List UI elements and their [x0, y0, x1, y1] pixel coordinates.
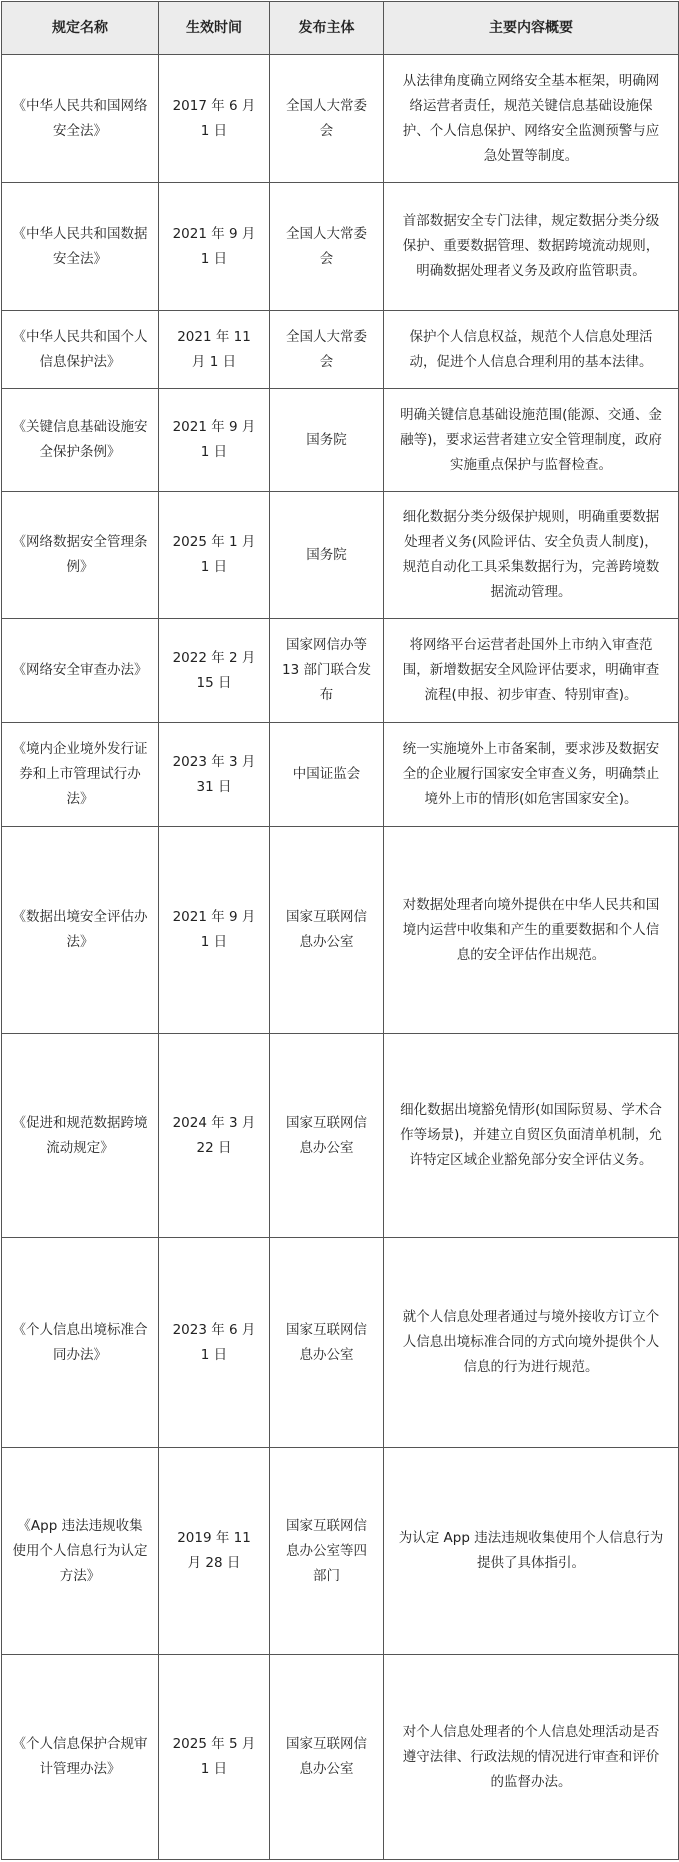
effective-date-cell: 2024 年 3 月 22 日	[159, 1034, 270, 1238]
table-row	[2, 183, 679, 311]
effective-date-cell: 2021 年 9 月 1 日	[159, 827, 270, 1034]
regulation-name-cell: 《关键信息基础设施安全保护条例》	[2, 389, 159, 492]
regulation-name-cell: 《中华人民共和国网络安全法》	[2, 55, 159, 183]
regulation-name-cell: 《数据出境安全评估办法》	[2, 827, 159, 1034]
effective-date-cell: 2021 年 9 月 1 日	[159, 183, 270, 311]
header-date: 生效时间	[159, 2, 270, 55]
table-row	[2, 389, 679, 492]
summary-cell: 统一实施境外上市备案制，要求涉及数据安全的企业履行国家安全审查义务，明确禁止境外上市的情形(如危害国家安全)。	[384, 723, 679, 827]
table-row	[2, 55, 679, 183]
table-header-row	[2, 2, 679, 55]
effective-date-cell: 2017 年 6 月 1 日	[159, 55, 270, 183]
issuer-cell: 国务院	[270, 492, 384, 619]
summary-cell: 从法律角度确立网络安全基本框架，明确网络运营者责任，规范关键信息基础设施保护、个人信息保护、网络安全监测预警与应急处置等制度。	[384, 55, 679, 183]
summary-cell: 为认定 App 违法违规收集使用个人信息行为提供了具体指引。	[384, 1448, 679, 1655]
issuer-cell: 国务院	[270, 389, 384, 492]
issuer-cell: 中国证监会	[270, 723, 384, 827]
issuer-cell: 国家互联网信息办公室	[270, 1655, 384, 1860]
effective-date-cell: 2023 年 6 月 1 日	[159, 1238, 270, 1448]
effective-date-cell: 2025 年 1 月 1 日	[159, 492, 270, 619]
regulation-name-cell: 《境内企业境外发行证券和上市管理试行办法》	[2, 723, 159, 827]
header-name: 规定名称	[2, 2, 159, 55]
regulation-name-cell: 《App 违法违规收集使用个人信息行为认定方法》	[2, 1448, 159, 1655]
table-row	[2, 1655, 679, 1860]
table-row	[2, 1238, 679, 1448]
issuer-cell: 国家网信办等 13 部门联合发布	[270, 619, 384, 723]
issuer-cell: 国家互联网信息办公室	[270, 827, 384, 1034]
table-row	[2, 311, 679, 389]
regulation-name-cell: 《网络数据安全管理条例》	[2, 492, 159, 619]
issuer-cell: 全国人大常委会	[270, 55, 384, 183]
issuer-cell: 国家互联网信息办公室	[270, 1238, 384, 1448]
effective-date-cell: 2022 年 2 月 15 日	[159, 619, 270, 723]
issuer-cell: 全国人大常委会	[270, 183, 384, 311]
table-row	[2, 1034, 679, 1238]
issuer-cell: 全国人大常委会	[270, 311, 384, 389]
summary-cell: 将网络平台运营者赴国外上市纳入审查范围，新增数据安全风险评估要求，明确审查流程(申报、初步审查、特别审查)。	[384, 619, 679, 723]
summary-cell: 就个人信息处理者通过与境外接收方订立个人信息出境标准合同的方式向境外提供个人信息的行为进行规范。	[384, 1238, 679, 1448]
regulation-name-cell: 《中华人民共和国数据安全法》	[2, 183, 159, 311]
effective-date-cell: 2019 年 11 月 28 日	[159, 1448, 270, 1655]
header-summary: 主要内容概要	[384, 2, 679, 55]
summary-cell: 细化数据出境豁免情形(如国际贸易、学术合作等场景)，并建立自贸区负面清单机制，允许特定区域企业豁免部分安全评估义务。	[384, 1034, 679, 1238]
summary-cell: 对数据处理者向境外提供在中华人民共和国境内运营中收集和产生的重要数据和个人信息的安全评估作出规范。	[384, 827, 679, 1034]
regulation-name-cell: 《网络安全审查办法》	[2, 619, 159, 723]
summary-cell: 细化数据分类分级保护规则，明确重要数据处理者义务(风险评估、安全负责人制度)，规范自动化工具采集数据行为，完善跨境数据流动管理。	[384, 492, 679, 619]
summary-cell: 首部数据安全专门法律，规定数据分类分级保护、重要数据管理、数据跨境流动规则，明确数据处理者义务及政府监管职责。	[384, 183, 679, 311]
summary-cell: 明确关键信息基础设施范围(能源、交通、金融等)，要求运营者建立安全管理制度，政府实施重点保护与监督检查。	[384, 389, 679, 492]
table-row	[2, 492, 679, 619]
regulation-name-cell: 《促进和规范数据跨境流动规定》	[2, 1034, 159, 1238]
regulation-name-cell: 《中华人民共和国个人信息保护法》	[2, 311, 159, 389]
table-row	[2, 723, 679, 827]
table-row	[2, 619, 679, 723]
issuer-cell: 国家互联网信息办公室	[270, 1034, 384, 1238]
summary-cell: 保护个人信息权益，规范个人信息处理活动，促进个人信息合理利用的基本法律。	[384, 311, 679, 389]
summary-cell: 对个人信息处理者的个人信息处理活动是否遵守法律、行政法规的情况进行审查和评价的监督办法。	[384, 1655, 679, 1860]
table-row	[2, 827, 679, 1034]
regulations-table	[1, 1, 679, 1860]
header-issuer: 发布主体	[270, 2, 384, 55]
effective-date-cell: 2023 年 3 月 31 日	[159, 723, 270, 827]
effective-date-cell: 2025 年 5 月 1 日	[159, 1655, 270, 1860]
table-row	[2, 1448, 679, 1655]
effective-date-cell: 2021 年 9 月 1 日	[159, 389, 270, 492]
regulation-name-cell: 《个人信息出境标准合同办法》	[2, 1238, 159, 1448]
effective-date-cell: 2021 年 11 月 1 日	[159, 311, 270, 389]
regulation-name-cell: 《个人信息保护合规审计管理办法》	[2, 1655, 159, 1860]
issuer-cell: 国家互联网信息办公室等四部门	[270, 1448, 384, 1655]
